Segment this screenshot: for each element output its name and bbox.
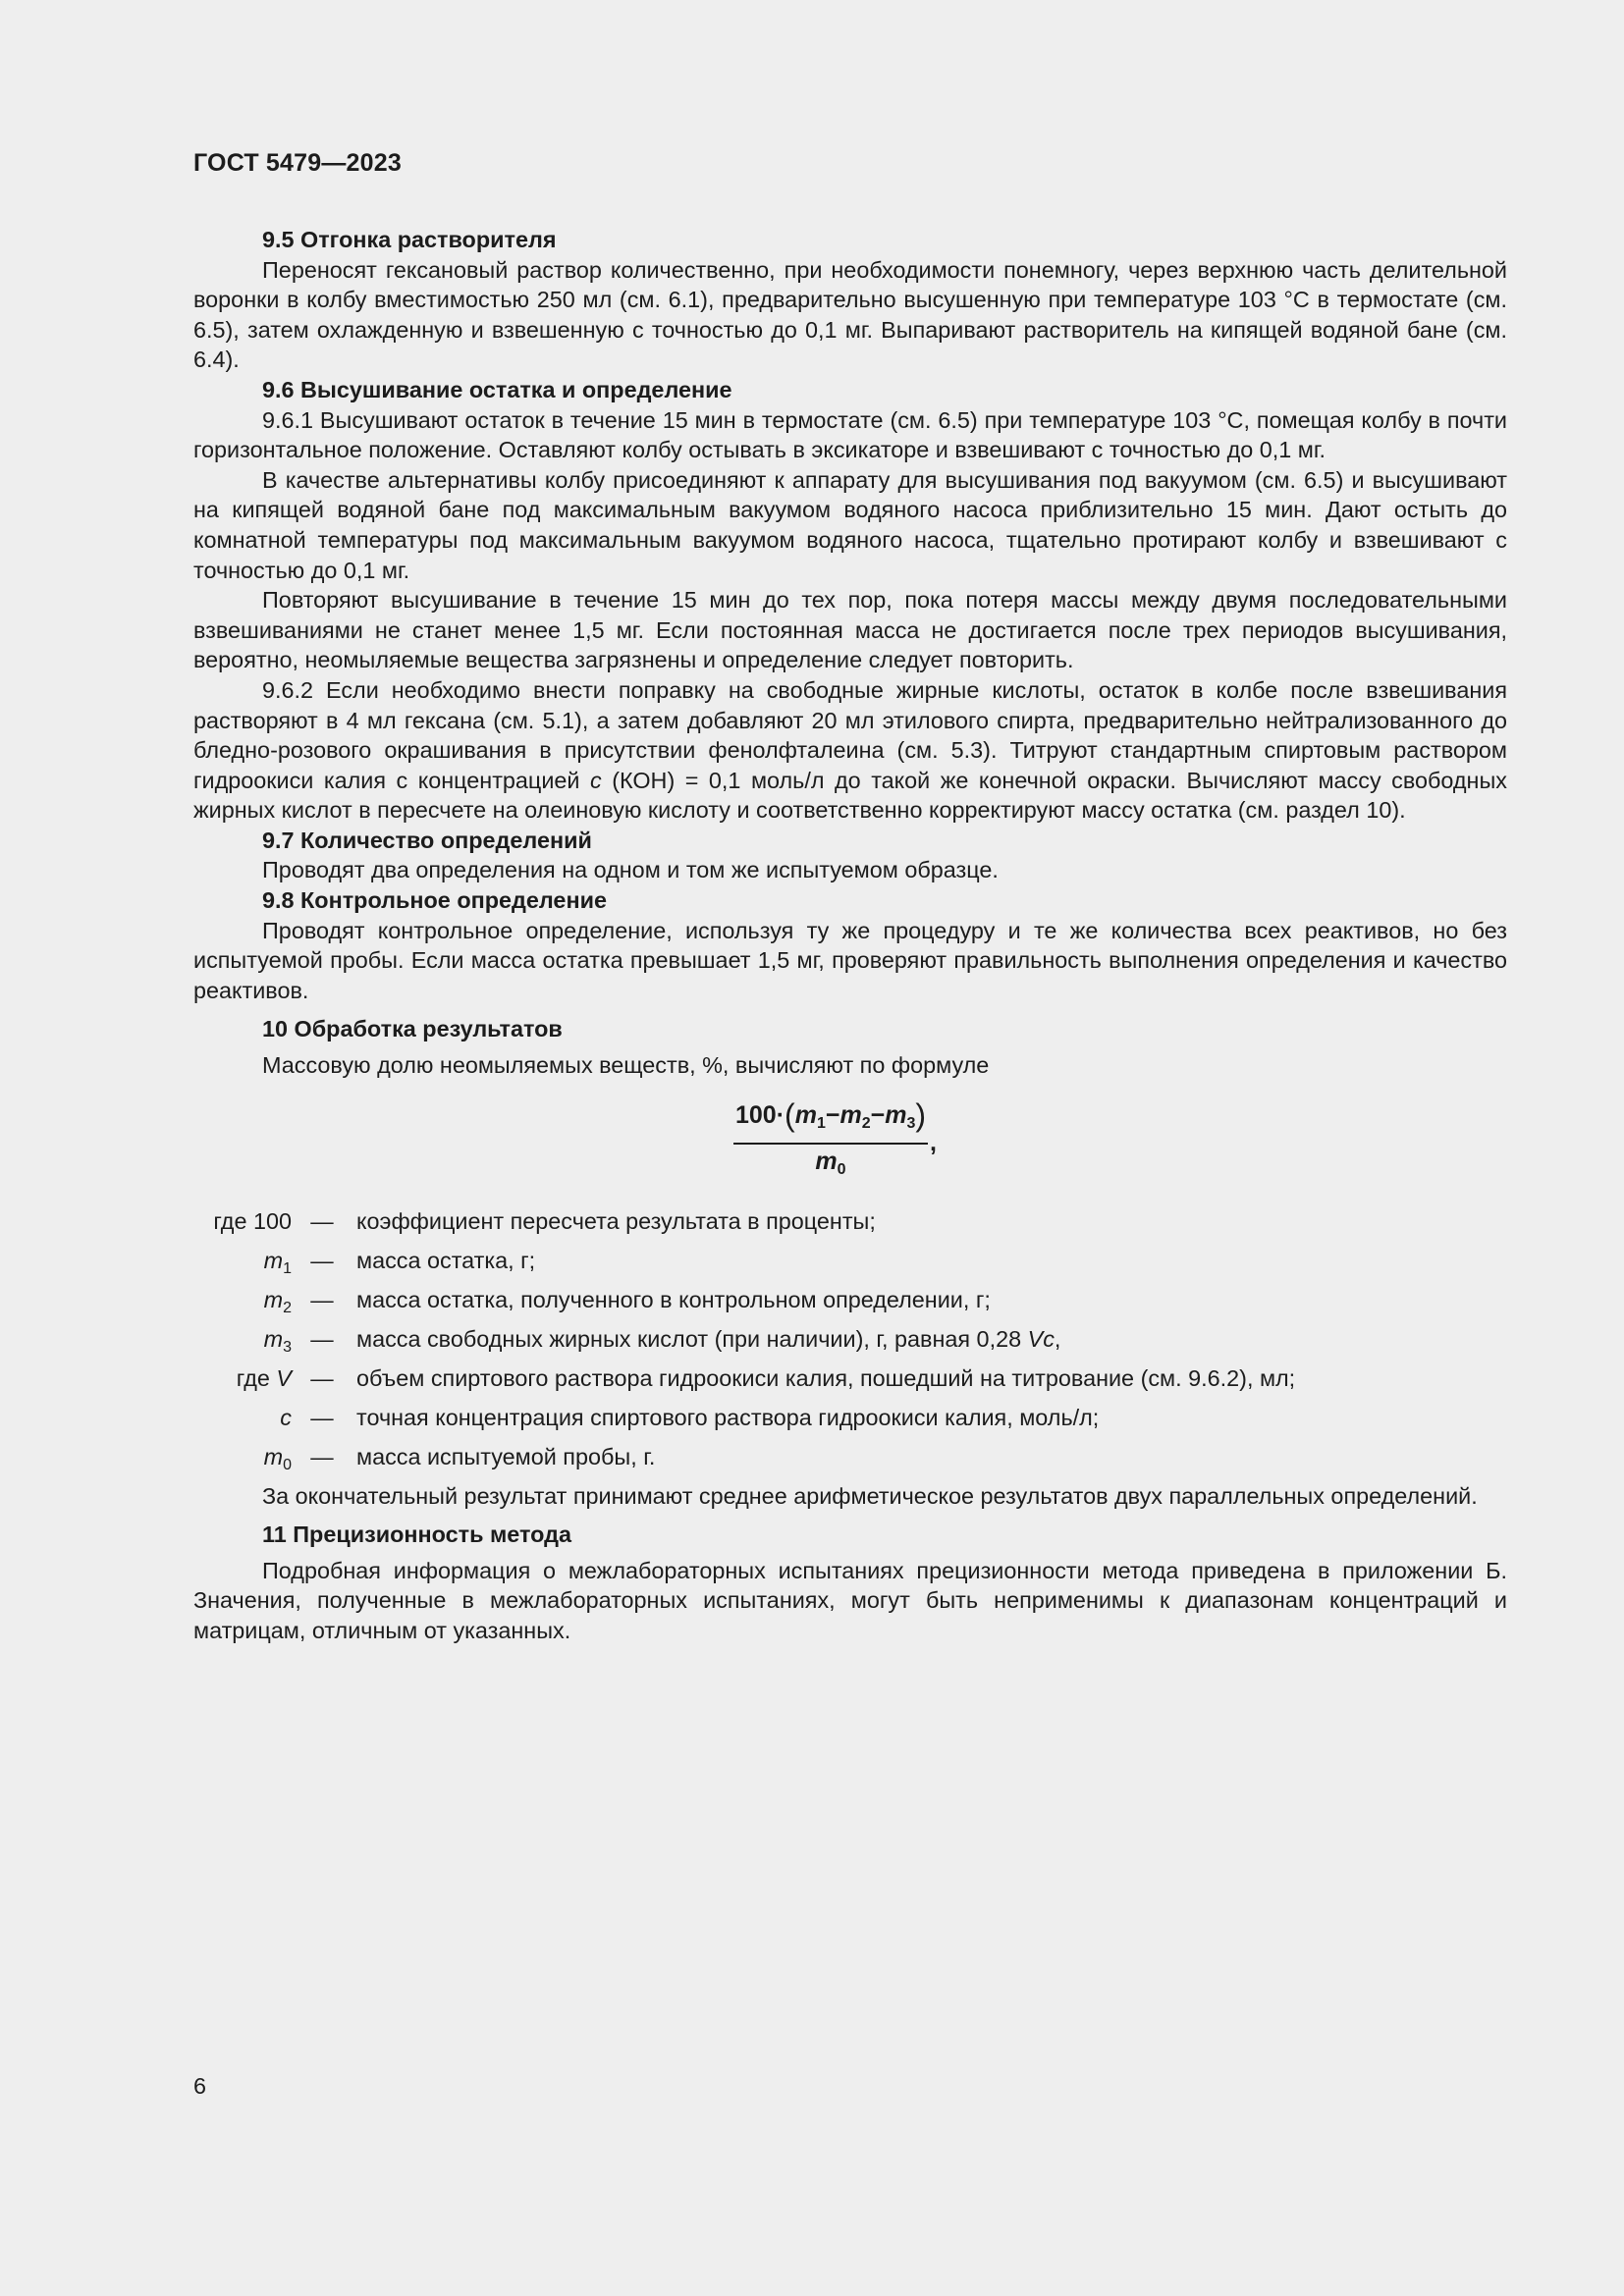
legend-description: объем спиртового раствора гидроокиси калия, пошедший на титрование (см. 9.6.2), мл; bbox=[356, 1364, 1296, 1391]
paragraph: 9.6.1 Высушивают остаток в течение 15 мин в термостате (см. 6.5) при температуре 103 °С, помещая колбу в почти горизонтальное положение. Оставляют колбу остывать в эксикаторе и взвешивают с точностью до 0,1 мг. bbox=[193, 406, 1507, 463]
formula-variable: m bbox=[815, 1148, 838, 1176]
legend-description: коэффициент пересчета результата в проценты; bbox=[356, 1207, 876, 1234]
page-number: 6 bbox=[193, 2073, 207, 2099]
paragraph: В качестве альтернативы колбу присоединяют к аппарату для высушивания под вакуумом (см. 6.5) и высушивают на кипящей водяной бане под максимальным вакуумом водяного насоса приблизительно 15 мин. Дают остыть до комнатной температуры под максимальным вакуумом водяного насоса, тщательно протирают колбу и взвешивают с точностью до 0,1 мг. bbox=[193, 466, 1507, 583]
legend-variable: c bbox=[280, 1404, 292, 1430]
legend-dash: — bbox=[310, 1247, 334, 1273]
formula-subscript: 2 bbox=[861, 1114, 871, 1132]
paragraph: Подробная информация о межлабораторных испытаниях прецизионности метода приведена в приложении Б. Значения, полученные в межлабораторных испытаниях, могут быть неприменимы к диапазонам концентраций и матрицам, отличным от указанных. bbox=[193, 1557, 1507, 1643]
legend-row bbox=[193, 1442, 1507, 1481]
legend-row bbox=[193, 1206, 1507, 1246]
formula-variable: m bbox=[839, 1100, 862, 1129]
section-heading-9-6: 9.6 Высушивание остатка и определение bbox=[262, 376, 732, 402]
legend-dash: — bbox=[310, 1286, 334, 1312]
legend-symbol bbox=[193, 1206, 292, 1237]
paragraph: За окончательный результат принимают среднее арифметическое результатов двух параллельных определений. bbox=[262, 1482, 1478, 1509]
legend-subscript: 1 bbox=[283, 1259, 292, 1277]
legend-symbol bbox=[193, 1324, 292, 1363]
legend-description bbox=[356, 1324, 1060, 1355]
fraction-numerator bbox=[733, 1096, 928, 1146]
paragraph: Переносят гексановый раствор количественно, при необходимости понемногу, через верхнюю часть делительной воронки в колбу вместимостью 250 мл (см. 6.1), предварительно высушенную при температуре 103 °С в термостате (см. 6.5), затем охлажденную и взвешенную с точностью до 0,1 мг. Выпаривают растворитель на кипящей водяной бане (см. 6.4). bbox=[193, 256, 1507, 373]
document-body bbox=[193, 225, 1507, 1646]
formula-minus: − bbox=[825, 1100, 840, 1129]
formula-paren: ( bbox=[785, 1096, 795, 1133]
legend-description: масса остатка, полученного в контрольном определении, г; bbox=[356, 1286, 991, 1312]
document-header: ГОСТ 5479—2023 bbox=[193, 149, 402, 177]
legend-row bbox=[193, 1246, 1507, 1285]
legend-dash: — bbox=[310, 1207, 334, 1234]
legend-subscript: 0 bbox=[283, 1456, 292, 1473]
legend-subscript: 3 bbox=[283, 1338, 292, 1356]
legend-row bbox=[193, 1363, 1507, 1403]
fraction-denominator bbox=[815, 1145, 845, 1186]
legend-variable: m bbox=[263, 1286, 284, 1312]
legend-variable: m bbox=[263, 1325, 284, 1352]
formula-legend bbox=[193, 1206, 1507, 1481]
formula-block bbox=[193, 1081, 1507, 1206]
legend-prefix: где 100 bbox=[213, 1207, 292, 1234]
paragraph bbox=[193, 675, 1507, 826]
formula bbox=[733, 1096, 937, 1186]
legend-symbol bbox=[193, 1246, 292, 1285]
formula-dot: · bbox=[776, 1100, 785, 1129]
fraction bbox=[733, 1096, 928, 1186]
legend-symbol bbox=[193, 1363, 292, 1394]
legend-variable: V bbox=[276, 1364, 292, 1391]
formula-variable: m bbox=[885, 1100, 907, 1129]
legend-description: масса остатка, г; bbox=[356, 1247, 536, 1273]
formula-subscript: 1 bbox=[816, 1114, 826, 1132]
formula-variable: m bbox=[794, 1100, 817, 1129]
legend-row bbox=[193, 1403, 1507, 1442]
legend-description: точная концентрация спиртового раствора гидроокиси калия, моль/л; bbox=[356, 1404, 1100, 1430]
formula-subscript: 0 bbox=[837, 1161, 846, 1179]
formula-comma: , bbox=[930, 1128, 937, 1156]
section-heading-9-7: 9.7 Количество определений bbox=[262, 827, 592, 853]
legend-dash: — bbox=[310, 1404, 334, 1430]
legend-description: масса испытуемой пробы, г. bbox=[356, 1443, 656, 1469]
paragraph: Повторяют высушивание в течение 15 мин до тех пор, пока потеря массы между двумя последовательными взвешиваниями не станет менее 1,5 мг. Если постоянная масса не достигается после трех периодов высушивания, вероятно, неомыляемые вещества загрязнены и определение следует повторить. bbox=[193, 587, 1507, 673]
legend-variable: m bbox=[263, 1247, 284, 1273]
legend-dash: — bbox=[310, 1325, 334, 1352]
legend-description-text: масса свободных жирных кислот (при наличии), г, равная 0,28 bbox=[356, 1325, 1028, 1352]
legend-symbol bbox=[193, 1442, 292, 1481]
paragraph: Проводят два определения на одном и том же испытуемом образце. bbox=[262, 857, 999, 883]
legend-symbol bbox=[193, 1403, 292, 1433]
legend-dash: — bbox=[310, 1443, 334, 1469]
legend-prefix: где bbox=[236, 1364, 277, 1391]
formula-intro: Массовую долю неомыляемых веществ, %, вычисляют по формуле bbox=[262, 1052, 990, 1079]
legend-description-end: , bbox=[1054, 1325, 1061, 1352]
paragraph-text: (КОН) = 0,1 моль/л до такой же конечной окраски. Вычисляют массу свободных жирных кислот в пересчете на олеиновую кислоту и соответственно корректируют массу остатка (см. раздел 10). bbox=[193, 767, 1507, 824]
formula-minus: − bbox=[870, 1100, 886, 1129]
formula-subscript: 3 bbox=[906, 1114, 916, 1132]
legend-subscript: 2 bbox=[283, 1299, 292, 1316]
legend-variable: m bbox=[263, 1443, 284, 1469]
paragraph: Проводят контрольное определение, используя ту же процедуру и те же количества всех реактивов, но без испытуемой пробы. Если масса остатка превышает 1,5 мг, проверяют правильность выполнения определения и качество реактивов. bbox=[193, 917, 1507, 1003]
formula-coefficient: 100 bbox=[735, 1100, 777, 1129]
legend-row bbox=[193, 1285, 1507, 1324]
section-heading-11: 11 Прецизионность метода bbox=[262, 1522, 571, 1548]
section-heading-9-8: 9.8 Контрольное определение bbox=[262, 887, 607, 914]
section-heading-9-5: 9.5 Отгонка растворителя bbox=[262, 227, 557, 252]
legend-dash: — bbox=[310, 1364, 334, 1391]
legend-symbol bbox=[193, 1285, 292, 1324]
formula-paren: ) bbox=[915, 1096, 926, 1133]
legend-row bbox=[193, 1324, 1507, 1363]
legend-description-variable: Vc bbox=[1027, 1325, 1055, 1352]
concentration-symbol: c bbox=[589, 767, 602, 793]
paragraph-text: 9.6.2 Если необходимо внести поправку на свободные жирные кислоты, остаток в колбе после взвешивания растворяют в 4 мл гексана (см. 5.1), а затем добавляют 20 мл этилового спирта, предварительно нейтрализованного до бледно-розового окрашивания в присутствии фенолфталеина (см. 5.3). Титруют стандартным спиртовым раствором гидроокиси калия с концентрацией bbox=[193, 676, 1507, 793]
section-heading-10: 10 Обработка результатов bbox=[262, 1016, 563, 1042]
